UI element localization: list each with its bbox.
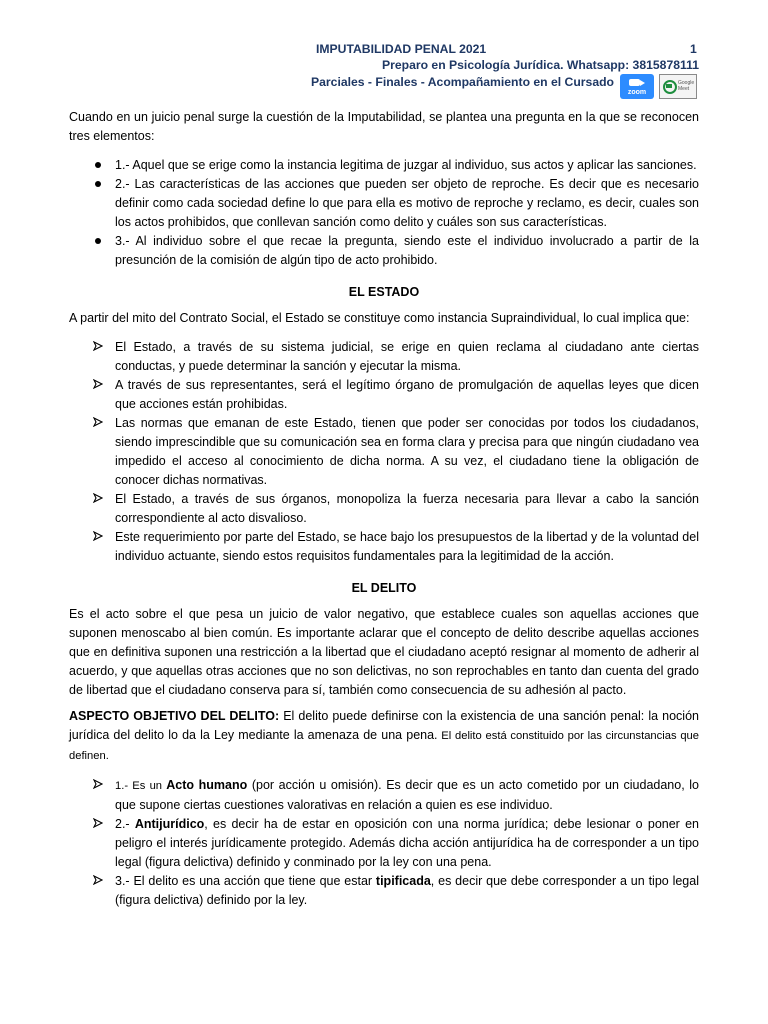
list-item-prefix: 1.- Es un bbox=[115, 780, 167, 792]
aspecto-objetivo-note: El delito está constituido por las circunstancias que definen. bbox=[69, 730, 699, 762]
arrow-bullet-icon bbox=[91, 414, 105, 433]
aspecto-objetivo-text: El delito puede definirse con la existencia de una sanción penal: la noción jurídica del delito lo da la Ley mediante la amenaza de una pena. bbox=[69, 709, 699, 742]
list-item-text: El Estado, a través de su sistema judicial, se erige en quien reclama al ciudadano ante ciertas conductas, y puede determinar la sanción y ejecutar la misma. bbox=[115, 340, 699, 373]
list-item bbox=[69, 490, 699, 528]
list-item-bold: Acto humano bbox=[166, 778, 248, 792]
list-item bbox=[69, 338, 699, 376]
list-item-prefix: 2.- bbox=[115, 817, 135, 831]
aspecto-objetivo-paragraph bbox=[69, 707, 699, 766]
list-item bbox=[69, 376, 699, 414]
google-meet-logo-label: Google Meet bbox=[678, 80, 695, 92]
header-services: Parciales - Finales - Acompañamiento en el Cursado bbox=[311, 75, 614, 89]
list-item-text: Las normas que emanan de este Estado, tienen que poder ser conocidas por todos los ciudadanos, siendo imprescindible que su comunicación sea en forma clara y precisa para que ningún ciudadano vea impedido el acceso al conocimiento de dicha norma. A su vez, el ciudadano tiene la obligación de conocer dichas normativas. bbox=[115, 416, 699, 487]
list-item bbox=[69, 776, 699, 815]
arrow-bullet-icon bbox=[91, 528, 105, 547]
delito-intro: Es el acto sobre el que pesa un juicio de valor negativo, que establece cuales son aquellas acciones que suponen menoscabo al bien común. Es importante aclarar que el concepto de delito describe aquellas acciones que en definitiva suponen una restricción a la libertad que el ciudadano aceptó resignar al momento de adherir al acuerdo, y que aquellas otras acciones que no son delictivas, no son reprochables en tanto dan cuenta del grado de libertad que el ciudadano conserva para sí, también como consecuencia de su adhesión al pacto. bbox=[69, 607, 699, 697]
list-item-text: 2.- Las características de las acciones que pueden ser objeto de reproche. Es decir que es necesario definir como cada sociedad define lo que para ella es motivo de reproche y reclamo, es decir, cuales son los actos prohibidos, que conllevan sanción como delito y cuáles son sus características. bbox=[115, 177, 699, 229]
header-contact: Preparo en Psicología Jurídica. Whatsapp: 3815878111 bbox=[381, 58, 699, 72]
list-item bbox=[69, 815, 699, 872]
list-item-text: A través de sus representantes, será el legítimo órgano de promulgación de aquellas leyes que dicen que acciones están prohibidas. bbox=[115, 378, 699, 411]
list-item bbox=[69, 232, 699, 270]
document-body bbox=[69, 108, 699, 910]
arrow-bullet-icon bbox=[91, 376, 105, 395]
intro-paragraph: Cuando en un juicio penal surge la cuestión de la Imputabilidad, se plantea una pregunta en la que se reconocen tres elementos: bbox=[69, 110, 699, 143]
list-item-text: , es decir que debe corresponder a un tipo legal (figura delictiva) definido por la ley. bbox=[115, 874, 699, 907]
list-item-text: 1.- Aquel que se erige como la instancia legitima de juzgar al individuo, sus actos y aplicar las sanciones. bbox=[115, 158, 697, 172]
list-item-prefix: 3.- El delito es una acción que tiene que estar bbox=[115, 874, 376, 888]
list-item-text: (por acción u omisión). Es decir que es un acto cometido por un ciudadano, lo que supone ciertas cuestiones valorativas en relación a quien es ese individuo. bbox=[115, 778, 700, 812]
list-item-bold: Antijurídico bbox=[134, 817, 205, 831]
zoom-logo-label: zoom bbox=[627, 89, 647, 96]
arrow-bullet-icon bbox=[91, 490, 105, 509]
google-meet-logo-icon bbox=[659, 74, 697, 99]
arrow-bullet-icon bbox=[91, 815, 105, 834]
arrow-bullet-icon bbox=[91, 872, 105, 891]
list-item-text: Este requerimiento por parte del Estado, se hace bajo los presupuestos de la libertad y de la voluntad del individuo actuante, siendo estos requisitos fundamentales para la legitimidad de la acción. bbox=[115, 530, 699, 563]
bullet-icon bbox=[91, 232, 105, 251]
bullet-icon bbox=[91, 175, 105, 194]
delito-list bbox=[69, 776, 699, 910]
arrow-bullet-icon bbox=[91, 338, 105, 357]
section-heading-delito: EL DELITO bbox=[351, 581, 417, 595]
elements-list bbox=[69, 156, 699, 270]
list-item bbox=[69, 156, 699, 175]
list-item bbox=[69, 528, 699, 566]
aspecto-objetivo-label: ASPECTO OBJETIVO DEL DELITO: bbox=[69, 709, 280, 723]
page-number: 1 bbox=[690, 42, 697, 56]
section-heading-estado: EL ESTADO bbox=[348, 285, 420, 299]
list-item-text: El Estado, a través de sus órganos, monopoliza la fuerza necesaria para llevar a cabo la sanción correspondiente al acto disvalioso. bbox=[115, 492, 699, 525]
bullet-icon bbox=[91, 156, 105, 175]
header-title: IMPUTABILIDAD PENAL 2021 bbox=[316, 42, 487, 56]
estado-intro: A partir del mito del Contrato Social, el Estado se constituye como instancia Supraindividual, lo cual implica que: bbox=[69, 311, 690, 325]
estado-list bbox=[69, 338, 699, 566]
list-item-text: , es decir ha de estar en oposición con una norma jurídica; debe lesionar o poner en peligro el interés jurídicamente protegido. Además dicha acción antijurídica ha de corresponder a un tipo legal (figura delictiva) definido y conminado por la ley con una pena. bbox=[115, 817, 699, 869]
list-item-text: 3.- Al individuo sobre el que recae la pregunta, siendo este el individuo involucrado a partir de la presunción de la comisión de algún tipo de acto prohibido. bbox=[115, 234, 699, 267]
arrow-bullet-icon bbox=[91, 776, 105, 795]
zoom-logo-icon bbox=[620, 74, 654, 99]
list-item bbox=[69, 872, 699, 910]
list-item bbox=[69, 414, 699, 490]
list-item-bold: tipificada bbox=[375, 874, 431, 888]
list-item bbox=[69, 175, 699, 232]
